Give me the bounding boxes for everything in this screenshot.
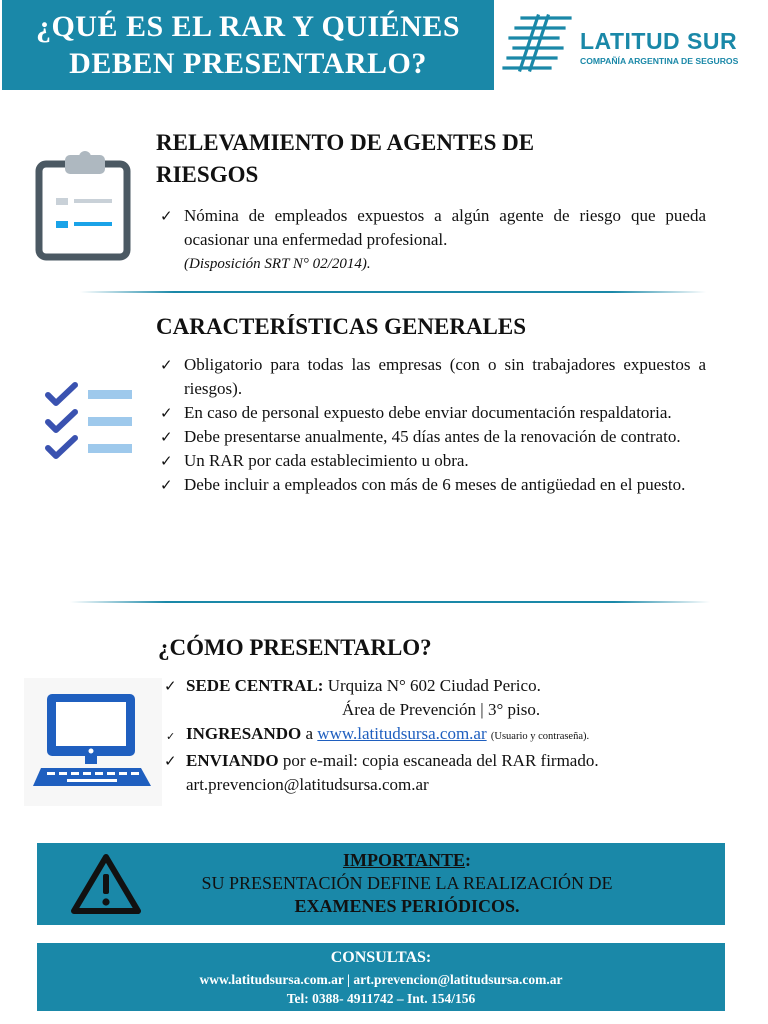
warning-icon xyxy=(70,852,142,916)
consultas-banner xyxy=(37,943,725,1011)
check-icon: ✓ xyxy=(160,452,173,470)
header-banner xyxy=(2,0,494,90)
ingresando-label: INGRESANDO xyxy=(186,724,302,743)
list-item: ✓ Obligatorio para todas las empresas (con o sin trabajadores expuestos a riesgos). xyxy=(160,355,706,398)
enviando-row: ✓ ENVIANDO por e-mail: copia escaneada del RAR firmado. xyxy=(160,749,740,773)
section1-title: RELEVAMIENTO DE AGENTES DE RIESGOS xyxy=(156,130,535,187)
logo-mark-icon xyxy=(502,12,574,74)
check-icon: ✓ xyxy=(166,730,176,743)
section3-title: ¿CÓMO PRESENTARLO? xyxy=(158,635,432,660)
important-banner xyxy=(37,843,725,925)
divider xyxy=(70,601,710,603)
important-text: IMPORTANTE: SU PRESENTACIÓN DEFINE LA REALIZACIÓN DE EXAMENES PERIÓDICOS. xyxy=(157,849,657,918)
list-item: ✓ Debe presentarse anualmente, 45 días antes de la renovación de contrato. xyxy=(158,425,706,449)
list-item: ✓ Nómina de empleados expuestos a algún agente de riesgo que pueda ocasionar una enfermedad profesional. (Disposición SRT N° 02/2014). xyxy=(158,204,706,276)
important-line1: SU PRESENTACIÓN DEFINE LA REALIZACIÓN DE xyxy=(201,873,613,893)
check-icon: ✓ xyxy=(160,476,173,494)
email-row xyxy=(160,773,740,797)
important-line2: EXAMENES PERIÓDICOS. xyxy=(294,896,520,916)
header-title-line1: ¿QUÉ ES EL RAR Y QUIÉNES xyxy=(35,10,461,43)
email-address[interactable]: art.prevencion@latitudsursa.com.ar xyxy=(186,775,429,794)
check-icon: ✓ xyxy=(164,752,177,770)
company-logo xyxy=(502,8,762,78)
consultas-web-email[interactable]: www.latitudsursa.com.ar | art.prevencion@latitudsursa.com.ar xyxy=(199,972,563,987)
list-item: ✓ Un RAR por cada establecimiento u obra. xyxy=(158,449,706,473)
regulation-note: (Disposición SRT N° 02/2014). xyxy=(184,256,371,272)
sede-area: Área de Prevención | 3° piso. xyxy=(342,700,541,719)
list-item: ✓ Debe incluir a empleados con más de 6 meses de antigüedad en el puesto. xyxy=(158,473,706,497)
checklist-icon xyxy=(44,382,136,462)
sede-area-row xyxy=(160,698,740,722)
ingresando-row: ✓ INGRESANDO a www.latitudsursa.com.ar (Usuario y contraseña). xyxy=(160,722,740,749)
sede-central-row xyxy=(160,674,740,698)
section2-list xyxy=(158,353,706,497)
check-icon: ✓ xyxy=(164,677,177,695)
divider xyxy=(80,291,706,293)
important-title: IMPORTANTE xyxy=(342,850,466,870)
credentials-note: (Usuario y contraseña). xyxy=(490,731,590,742)
logo-tagline: COMPAÑÍA ARGENTINA DE SEGUROS xyxy=(580,56,739,66)
computer-icon xyxy=(33,690,153,790)
check-icon: ✓ xyxy=(160,428,173,446)
check-icon: ✓ xyxy=(160,404,173,422)
website-link[interactable]: www.latitudsursa.com.ar xyxy=(317,724,487,743)
sede-address: Urquiza N° 602 Ciudad Perico. xyxy=(327,676,541,695)
section1-list xyxy=(158,204,706,276)
enviando-label: ENVIANDO xyxy=(186,751,279,770)
consultas-phone: Tel: 0388- 4911742 – Int. 154/156 xyxy=(286,991,476,1006)
check-icon: ✓ xyxy=(160,207,173,225)
section2-title: CARACTERÍSTICAS GENERALES xyxy=(156,314,527,339)
logo-name: LATITUD SUR xyxy=(580,28,738,54)
sede-label: SEDE CENTRAL: xyxy=(186,676,324,695)
list-item: ✓ En caso de personal expuesto debe enviar documentación respaldatoria. xyxy=(158,401,706,425)
header-title-line2: DEBEN PRESENTARLO? xyxy=(69,47,427,80)
consultas-title: CONSULTAS: xyxy=(330,949,432,966)
clipboard-icon xyxy=(34,150,134,262)
check-icon: ✓ xyxy=(160,356,173,374)
contact-methods xyxy=(160,674,740,797)
